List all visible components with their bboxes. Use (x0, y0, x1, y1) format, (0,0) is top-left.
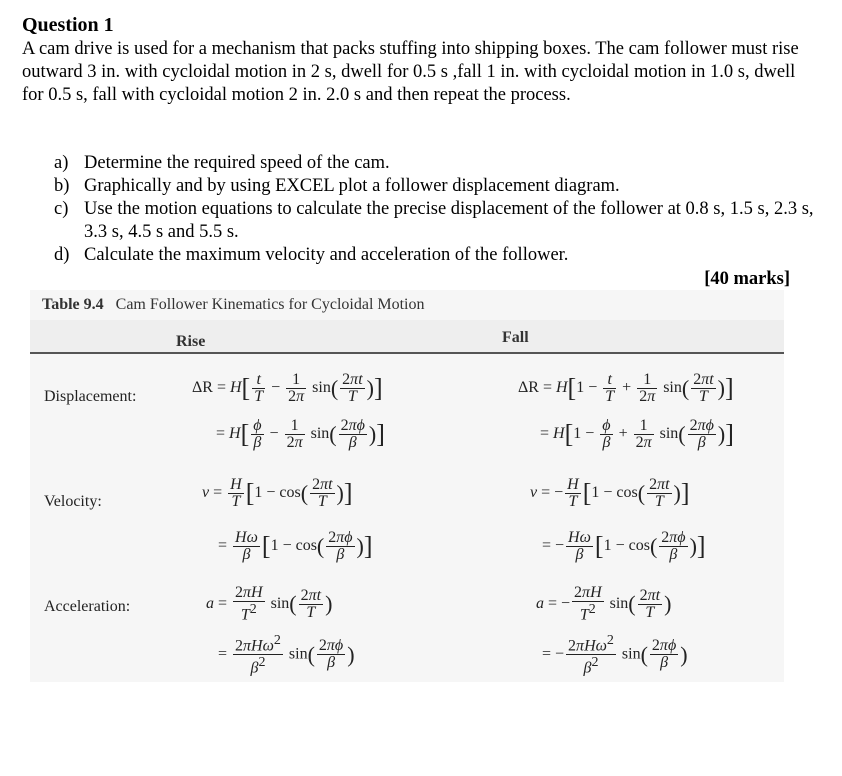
fall-velocity-eq-2: = − $\frac{H\omega}{\beta}$ [1 − cos( $\frac{2\pi\phi}{\beta}$ )] (542, 529, 706, 563)
part-d (54, 244, 814, 267)
displacement-label: Displacement: (44, 388, 137, 405)
rise-displacement-eq-1: ΔR = H[ $\frac{t}{T}$ − $\frac{1}{2\pi}$ sin( $\frac{2\pi t}{T}$ )] (192, 371, 383, 405)
fall-acceleration-eq-1: a = − $\frac{2\pi H}{T^2}$ sin( $\frac{2\pi t}{T}$ ) (536, 584, 672, 624)
part-text: Use the motion equations to calculate the precise displacement of the follower at 0.8 s, 1.5 s, 2.3 s, 3.3 s, 4.5 s and 5.5 s. (84, 199, 814, 242)
rise-header: Rise (176, 333, 206, 350)
part-text: Determine the required speed of the cam. (84, 153, 390, 173)
part-label: a) (54, 153, 69, 173)
velocity-label: Velocity: (44, 493, 102, 510)
rise-acceleration-eq-1: a = $\frac{2\pi H}{T^2}$ sin( $\frac{2\pi t}{T}$ ) (206, 584, 333, 624)
fall-displacement-eq-1: ΔR = H[1 − $\frac{t}{T}$ + $\frac{1}{2\pi}$ sin( $\frac{2\pi t}{T}$ )] (518, 371, 734, 405)
rise-displacement-eq-2: = H[ $\frac{\phi}{\beta}$ − $\frac{1}{2\pi}$ sin( $\frac{2\pi\phi}{\beta}$ )] (216, 417, 385, 451)
part-a (54, 152, 814, 175)
cycloidal-motion-table (30, 290, 784, 682)
question-title: Question 1 (22, 14, 114, 36)
fall-header: Fall (502, 329, 529, 346)
table-number: Table 9.4 (42, 296, 104, 313)
table-caption (42, 296, 425, 314)
question-body: A cam drive is used for a mechanism that packs stuffing into shipping boxes. The cam follower must rise outward 3 in. with cycloidal motion in 2 s, dwell for 0.5 s ,fall 1 in. with cycloidal motion in 1.0 s, dwell for 0.5 s, fall with cycloidal motion 2 in. 2.0 s and then repeat the process. (22, 39, 799, 105)
fall-displacement-eq-2: = H[1 − $\frac{\phi}{\beta}$ + $\frac{1}{2\pi}$ sin( $\frac{2\pi\phi}{\beta}$ )] (540, 417, 734, 451)
part-b (54, 175, 814, 198)
header-rule (30, 352, 784, 354)
table-header-bar (30, 320, 784, 354)
part-text: Calculate the maximum velocity and acceleration of the follower. (84, 245, 569, 265)
marks-label: [40 marks] (704, 269, 790, 289)
part-c (54, 198, 814, 244)
rise-acceleration-eq-2: = $\frac{2\pi H\omega^2}{\beta^2}$ sin( $\frac{2\pi\phi}{\beta}$ ) (218, 633, 355, 677)
part-label: c) (54, 199, 69, 219)
acceleration-label: Acceleration: (44, 598, 131, 615)
fall-velocity-eq-1: v = − $\frac{H}{T}$ [1 − cos( $\frac{2\pi t}{T}$ )] (530, 476, 690, 510)
part-label: b) (54, 176, 70, 196)
fall-acceleration-eq-2: = − $\frac{2\pi H\omega^2}{\beta^2}$ sin( $\frac{2\pi\phi}{\beta}$ ) (542, 633, 688, 677)
table-caption-text: Cam Follower Kinematics for Cycloidal Motion (115, 296, 425, 313)
question-parts (54, 152, 814, 267)
rise-velocity-eq-2: = $\frac{H\omega}{\beta}$ [1 − cos( $\frac{2\pi\phi}{\beta}$ )] (218, 529, 373, 563)
rise-velocity-eq-1: v = $\frac{H}{T}$ [1 − cos( $\frac{2\pi t}{T}$ )] (202, 476, 353, 510)
part-label: d) (54, 245, 70, 265)
part-text: Graphically and by using EXCEL plot a follower displacement diagram. (84, 176, 620, 196)
